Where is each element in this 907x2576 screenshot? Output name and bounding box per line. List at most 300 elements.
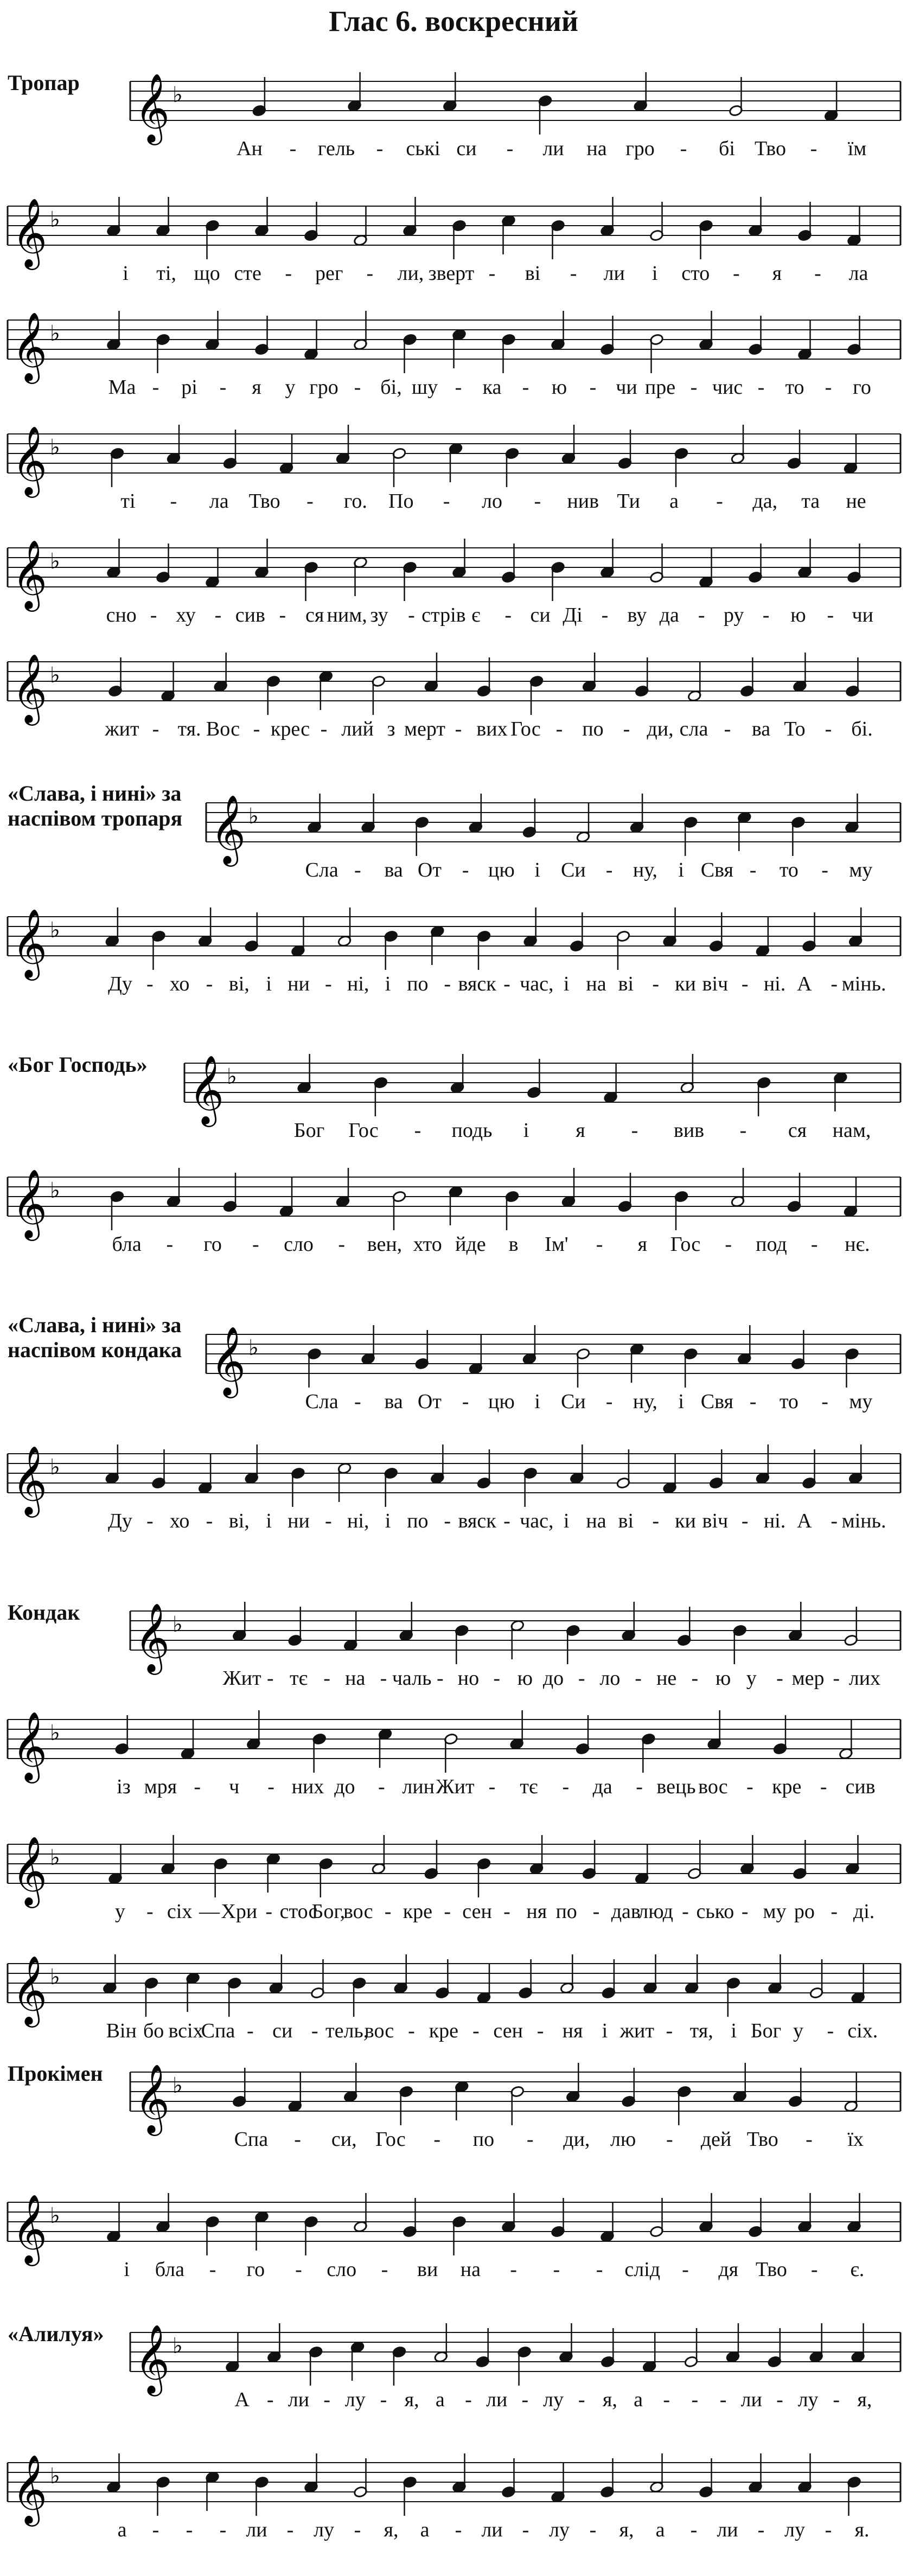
lyric-syllable: є. <box>850 2258 865 2281</box>
lyric-syllable: Ім' <box>545 1233 569 1256</box>
lyric-syllable: сен <box>493 2019 523 2042</box>
lyric-line <box>8 2258 900 2284</box>
lyric-syllable: мер <box>791 1667 825 1690</box>
staff <box>8 906 900 982</box>
lyric-syllable: час, <box>520 1510 554 1532</box>
lyric-syllable: - <box>833 1667 840 1690</box>
staff-system <box>8 195 900 304</box>
lyric-syllable: - <box>433 2128 441 2151</box>
lyric-syllable: Ду <box>107 973 132 995</box>
flat-icon: ♭ <box>50 549 60 574</box>
staff-system <box>206 792 900 900</box>
staff-system <box>8 1953 900 2061</box>
lyric-syllable: і <box>266 1510 272 1532</box>
lyric-syllable: і <box>266 973 272 995</box>
lyric-syllable: по <box>582 718 604 740</box>
lyric-syllable: - <box>522 2519 529 2541</box>
lyric-syllable: ну, <box>633 1390 657 1413</box>
lyric-syllable: Хри <box>221 1900 258 1923</box>
lyric-syllable: мря <box>144 1775 177 1798</box>
treble-clef-icon: 𝄞 <box>12 1955 48 2024</box>
lyric-syllable: не <box>846 490 866 513</box>
lyric-syllable: ва <box>751 718 771 740</box>
lyric-syllable: - <box>570 262 577 285</box>
staff-system <box>8 537 900 645</box>
lyric-syllable: а <box>634 2388 643 2411</box>
lyric-syllable: - <box>746 1775 753 1798</box>
lyric-syllable: лу <box>344 2388 366 2411</box>
lyric-syllable: я, <box>857 2388 872 2411</box>
lyric-syllable: бла <box>112 1233 142 1256</box>
lyric-syllable: я <box>252 376 261 399</box>
lyric-syllable: - <box>503 1900 510 1923</box>
lyric-syllable: - <box>408 2019 415 2042</box>
lyric-syllable: - <box>323 2388 330 2411</box>
lyric-syllable: ру <box>723 604 744 627</box>
staff <box>8 1443 900 1519</box>
lyric-syllable: дя <box>718 2258 739 2281</box>
lyric-syllable: - <box>810 137 817 160</box>
lyric-syllable: - <box>555 718 563 740</box>
lyric-syllable: із <box>117 1775 131 1798</box>
lyric-syllable: хо <box>169 973 190 995</box>
lyric-syllable: - <box>682 2258 689 2281</box>
lyric-syllable: я, <box>404 2388 419 2411</box>
lyric-syllable: - <box>247 2019 254 2042</box>
staff-system <box>130 2322 900 2430</box>
lyric-syllable: ю <box>551 376 567 399</box>
staff-system <box>8 2452 900 2560</box>
section-label: «Алилуя» <box>8 2322 104 2346</box>
lyric-syllable: - <box>380 2388 387 2411</box>
lyric-syllable: си <box>456 137 477 160</box>
lyric-line <box>8 261 900 287</box>
lyric-syllable: я <box>772 262 782 285</box>
staff <box>130 2322 900 2398</box>
lyric-syllable: - <box>267 1775 274 1798</box>
lyric-syllable: - <box>266 1667 274 1690</box>
lyric-syllable: - <box>455 718 462 740</box>
staff <box>130 1600 900 1676</box>
lyric-syllable: час, <box>520 973 554 995</box>
lyric-line <box>8 375 900 401</box>
lyric-syllable: на <box>460 2258 481 2281</box>
lyric-syllable: віч <box>702 973 729 995</box>
lyric-syllable: ну, <box>633 859 657 881</box>
lyric-syllable: не <box>656 1667 677 1690</box>
flat-icon: ♭ <box>50 321 60 346</box>
lyric-syllable: сло <box>284 1233 314 1256</box>
flat-icon: ♭ <box>173 1612 183 1637</box>
lyric-syllable: - <box>462 1390 469 1413</box>
lyric-syllable: у <box>793 2019 803 2042</box>
lyric-syllable: - <box>553 2258 560 2281</box>
lyric-syllable: - <box>821 859 828 881</box>
lyric-syllable: ка <box>482 376 502 399</box>
lyric-syllable: і <box>678 1390 684 1413</box>
flat-icon: ♭ <box>50 1845 60 1870</box>
lyric-syllable: сло <box>327 2258 357 2281</box>
lyric-syllable: - <box>253 718 260 740</box>
lyric-syllable: ті <box>120 490 136 513</box>
lyric-syllable: бла <box>155 2258 184 2281</box>
staff-system <box>130 1600 900 1709</box>
lyric-syllable: лин <box>402 1775 435 1798</box>
lyric-syllable: я, <box>602 2388 617 2411</box>
lyric-syllable: жит <box>105 718 139 740</box>
lyric-syllable: до <box>542 1667 564 1690</box>
lyric-syllable: Си <box>561 1390 586 1413</box>
section-label: «Слава, і нині» за наспівом тропаря <box>8 781 183 830</box>
staff-system <box>8 423 900 532</box>
lyric-syllable: ла <box>848 262 868 285</box>
flat-icon: ♭ <box>50 1965 60 1990</box>
staff <box>130 2061 900 2137</box>
lyric-syllable: - <box>652 973 659 995</box>
lyric-syllable: - <box>295 2258 302 2281</box>
staff-system <box>8 2191 900 2300</box>
lyric-line <box>8 1900 900 1926</box>
lyric-syllable: - <box>635 1667 642 1690</box>
lyric-syllable: бі, <box>380 376 402 399</box>
lyric-syllable: - <box>462 859 469 881</box>
lyric-syllable: сько <box>696 1900 734 1923</box>
lyric-syllable: - <box>493 1667 500 1690</box>
lyric-syllable: шу <box>411 376 438 399</box>
lyric-syllable: - <box>682 1900 689 1923</box>
lyric-syllable: - <box>732 262 740 285</box>
lyric-syllable: - <box>631 1119 638 1142</box>
lyric-syllable: тя, <box>689 2019 713 2042</box>
lyric-syllable: бо <box>143 2019 164 2042</box>
lyric-syllable: - <box>719 2388 727 2411</box>
lyric-syllable: - <box>286 2519 294 2541</box>
lyric-syllable: на <box>586 1510 606 1532</box>
lyric-syllable: - <box>219 2519 227 2541</box>
lyric-syllable: Ма <box>108 376 136 399</box>
lyric-syllable: ді. <box>853 1900 875 1923</box>
lyric-syllable: ві <box>525 262 541 285</box>
lyric-syllable: бі <box>719 137 735 160</box>
lyric-syllable: - <box>757 376 765 399</box>
lyric-syllable: дей <box>700 2128 732 2151</box>
lyric-syllable: - <box>146 1900 154 1923</box>
lyric-syllable: і <box>523 1119 529 1142</box>
lyric-syllable: Гос <box>670 1233 701 1256</box>
lyric-syllable: ня <box>526 1900 547 1923</box>
lyric-syllable: - <box>378 1775 385 1798</box>
lyric-syllable: ні. <box>763 973 786 995</box>
lyric-syllable: - <box>825 718 832 740</box>
staff <box>184 1052 900 1128</box>
lyric-syllable: їх <box>847 2128 864 2151</box>
section-label: «Слава, і нині» за наспівом кондака <box>8 1313 182 1362</box>
lyric-syllable: - <box>741 973 749 995</box>
staff-system <box>206 1324 900 1432</box>
flat-icon: ♭ <box>50 1721 60 1746</box>
lyric-syllable: си <box>272 2019 293 2042</box>
lyric-syllable: кре <box>429 2019 459 2042</box>
lyric-syllable: - <box>526 2128 534 2151</box>
lyric-syllable: - <box>820 1775 827 1798</box>
lyric-syllable: Тво <box>754 137 787 160</box>
lyric-syllable: ди, <box>647 718 674 740</box>
lyric-syllable: ни <box>288 1510 310 1532</box>
lyric-syllable: - <box>814 262 821 285</box>
lyric-syllable: - <box>825 376 832 399</box>
lyric-syllable: з <box>387 718 395 740</box>
lyric-syllable: в <box>508 1233 519 1256</box>
lyric-syllable: ви <box>417 2258 438 2281</box>
lyric-syllable: - <box>384 1900 392 1923</box>
lyric-syllable: - <box>562 1775 570 1798</box>
lyric-line <box>8 717 900 743</box>
lyric-syllable: Бог, <box>311 1900 346 1923</box>
treble-clef-icon: 𝄞 <box>12 2194 48 2263</box>
lyric-syllable: - <box>443 490 450 513</box>
lyric-syllable: - <box>209 2258 216 2281</box>
lyric-syllable: - <box>757 2519 765 2541</box>
lyric-syllable: - <box>578 1667 585 1690</box>
lyric-syllable: сла <box>679 718 708 740</box>
lyric-syllable: - <box>749 859 757 881</box>
lyric-syllable: я, <box>384 2519 399 2541</box>
lyric-syllable: - <box>354 2519 361 2541</box>
lyric-syllable: крес <box>270 718 310 740</box>
lyric-syllable: до <box>334 1775 355 1798</box>
treble-clef-icon: 𝄞 <box>12 908 48 977</box>
lyric-syllable: ни <box>288 973 310 995</box>
lyric-syllable: вив <box>673 1119 705 1142</box>
lyric-syllable: Бог <box>750 2019 782 2042</box>
lyric-syllable: Ді <box>563 604 583 627</box>
lyric-syllable: ло <box>599 1667 621 1690</box>
lyric-syllable: по <box>407 1510 429 1532</box>
lyric-syllable: да <box>659 604 679 627</box>
lyric-syllable: - <box>455 2519 462 2541</box>
lyric-syllable: Сла <box>305 859 338 881</box>
treble-clef-icon: 𝄞 <box>135 2063 170 2133</box>
lyric-syllable: Ду <box>107 1510 132 1532</box>
lyric-syllable: ли <box>246 2519 267 2541</box>
staff-system <box>130 2061 900 2170</box>
lyric-syllable: си <box>530 604 551 627</box>
lyric-syllable: - <box>408 604 415 627</box>
lyric-syllable: чи <box>852 604 874 627</box>
lyric-syllable: - <box>831 1900 838 1923</box>
lyric-line <box>206 1390 900 1416</box>
staff <box>8 1953 900 2029</box>
lyric-syllable: - <box>219 376 227 399</box>
treble-clef-icon: 𝄞 <box>12 1168 48 1238</box>
lyric-syllable: Ти <box>617 490 640 513</box>
lyric-syllable: йде <box>455 1233 486 1256</box>
lyric-syllable: ні. <box>763 1510 786 1532</box>
lyric-syllable: ли, <box>397 262 424 285</box>
flat-icon: ♭ <box>50 2464 60 2489</box>
lyric-syllable: сив <box>235 604 265 627</box>
lyric-syllable: - <box>510 2258 517 2281</box>
lyric-syllable: ві, <box>228 973 250 995</box>
lyric-syllable: ла <box>209 490 229 513</box>
lyric-syllable: Жит <box>436 1775 475 1798</box>
lyric-syllable: Спа <box>234 2128 269 2151</box>
lyric-syllable: цю <box>488 1390 515 1413</box>
lyric-syllable: - <box>150 604 157 627</box>
lyric-syllable: по <box>407 973 429 995</box>
lyric-syllable: ті, <box>156 262 176 285</box>
lyric-syllable: вець <box>656 1775 696 1798</box>
lyric-syllable: на <box>586 973 606 995</box>
lyric-syllable: - <box>252 1233 259 1256</box>
section-label: Тропар <box>8 71 80 95</box>
staff <box>8 1709 900 1785</box>
staff-system <box>8 309 900 418</box>
lyric-syllable: - <box>436 1667 444 1690</box>
lyric-syllable: подь <box>451 1119 493 1142</box>
lyric-syllable: - <box>265 1900 272 1923</box>
lyric-syllable: і <box>651 262 658 285</box>
lyric-syllable: нам, <box>832 1119 871 1142</box>
flat-icon: ♭ <box>227 1064 237 1089</box>
lyric-syllable: по <box>555 1900 577 1923</box>
lyric-syllable: нє. <box>845 1233 870 1256</box>
lyric-syllable: - <box>152 718 159 740</box>
lyric-syllable: тя. <box>177 718 201 740</box>
lyric-syllable: Ан <box>237 137 263 160</box>
lyric-syllable: ю <box>790 604 806 627</box>
lyric-syllable: - <box>504 604 512 627</box>
lyric-syllable: - <box>376 137 384 160</box>
lyric-line <box>8 1775 900 1801</box>
lyric-line <box>8 489 900 515</box>
lyric-syllable: го <box>246 2258 265 2281</box>
lyric-syllable: ли <box>603 262 625 285</box>
lyric-syllable: у <box>285 376 296 399</box>
lyric-syllable: - <box>338 1233 346 1256</box>
lyric-syllable: Гос <box>375 2128 406 2151</box>
lyric-syllable: а <box>420 2519 430 2541</box>
lyric-syllable: Жит <box>222 1667 261 1690</box>
lyric-syllable: стос <box>279 1900 318 1923</box>
lyric-syllable: - <box>831 1510 838 1532</box>
staff-system <box>8 1833 900 1942</box>
lyric-syllable: лу <box>314 2519 334 2541</box>
lyric-syllable: вих <box>476 718 508 740</box>
lyric-syllable: я <box>576 1119 585 1142</box>
lyric-syllable: ли <box>481 2519 503 2541</box>
lyric-syllable: - <box>152 2519 159 2541</box>
lyric-syllable: нив <box>567 490 599 513</box>
lyric-syllable: - <box>589 376 597 399</box>
lyric-syllable: лий <box>341 718 374 740</box>
lyric-syllable: зверт <box>428 262 475 285</box>
staff <box>8 537 900 613</box>
lyric-syllable: - <box>488 262 496 285</box>
lyric-syllable: - <box>289 137 297 160</box>
lyric-syllable: рі <box>181 376 197 399</box>
section-label: «Бог Господь» <box>8 1052 148 1077</box>
lyric-syllable: я <box>637 1233 648 1256</box>
staff-system <box>8 906 900 1014</box>
lyric-line <box>8 603 900 629</box>
lyric-syllable: - <box>444 1900 451 1923</box>
lyric-syllable: Гос <box>510 718 541 740</box>
lyric-syllable: ки <box>675 973 696 995</box>
lyric-syllable: ли <box>717 2519 738 2541</box>
lyric-syllable: - <box>488 1775 496 1798</box>
treble-clef-icon: 𝄞 <box>189 1054 225 1124</box>
lyric-syllable: а <box>669 490 679 513</box>
lyric-syllable: і <box>123 262 129 285</box>
lyric-syllable: дав <box>611 1900 641 1923</box>
lyric-syllable: - <box>762 604 770 627</box>
lyric-syllable: - <box>623 718 630 740</box>
lyric-syllable: ли <box>288 2388 310 2411</box>
lyric-syllable: - <box>690 2519 698 2541</box>
lyric-syllable: - <box>601 604 609 627</box>
lyric-syllable: то <box>779 859 799 881</box>
lyric-syllable: - <box>320 718 328 740</box>
lyric-syllable: - <box>152 376 159 399</box>
lyric-syllable: Сла <box>305 1390 338 1413</box>
lyric-syllable: ні, <box>347 973 369 995</box>
flat-icon: ♭ <box>173 2334 183 2358</box>
lyric-syllable: - <box>741 1900 749 1923</box>
treble-clef-icon: 𝄞 <box>12 197 48 267</box>
lyric-syllable: А <box>234 2388 250 2411</box>
lyric-syllable: - <box>810 1233 818 1256</box>
lyric-syllable: чи <box>616 376 637 399</box>
lyric-line <box>130 2127 900 2153</box>
lyric-syllable: я, <box>619 2519 634 2541</box>
lyric-syllable: чис <box>712 376 743 399</box>
lyric-syllable: - <box>536 2019 544 2042</box>
flat-icon: ♭ <box>50 1455 60 1480</box>
staff <box>8 2452 900 2528</box>
lyric-syllable: на <box>345 1667 366 1690</box>
lyric-syllable: - <box>325 1510 332 1532</box>
lyric-syllable: - <box>325 973 332 995</box>
lyric-syllable: - <box>691 2388 699 2411</box>
staff <box>130 71 900 146</box>
lyric-syllable: ю <box>517 1667 533 1690</box>
lyric-syllable: мінь. <box>841 1510 886 1532</box>
lyric-line <box>8 2019 900 2045</box>
lyric-syllable: бі. <box>851 718 873 740</box>
lyric-syllable: - <box>666 2019 673 2042</box>
lyric-syllable: зу <box>370 604 388 627</box>
lyric-syllable: - <box>663 2388 670 2411</box>
lyric-syllable: люд <box>638 1900 674 1923</box>
lyric-syllable: - <box>776 2388 783 2411</box>
lyric-syllable: - <box>739 1119 747 1142</box>
page-title: Глас 6. воскресний <box>329 5 578 37</box>
lyric-syllable: - <box>821 1390 828 1413</box>
lyric-syllable: Спа <box>201 2019 235 2042</box>
treble-clef-icon: 𝄞 <box>12 1836 48 1905</box>
staff <box>8 195 900 271</box>
staff <box>8 651 900 727</box>
lyric-syllable: Вос <box>206 718 240 740</box>
lyric-syllable: му <box>849 1390 873 1413</box>
lyric-syllable: - <box>698 604 705 627</box>
flat-icon: ♭ <box>50 1178 60 1203</box>
lyric-syllable: по <box>472 2128 495 2151</box>
lyric-syllable: да <box>592 1775 612 1798</box>
lyric-syllable: - <box>806 2128 813 2151</box>
lyric-syllable: ня <box>562 2019 583 2042</box>
